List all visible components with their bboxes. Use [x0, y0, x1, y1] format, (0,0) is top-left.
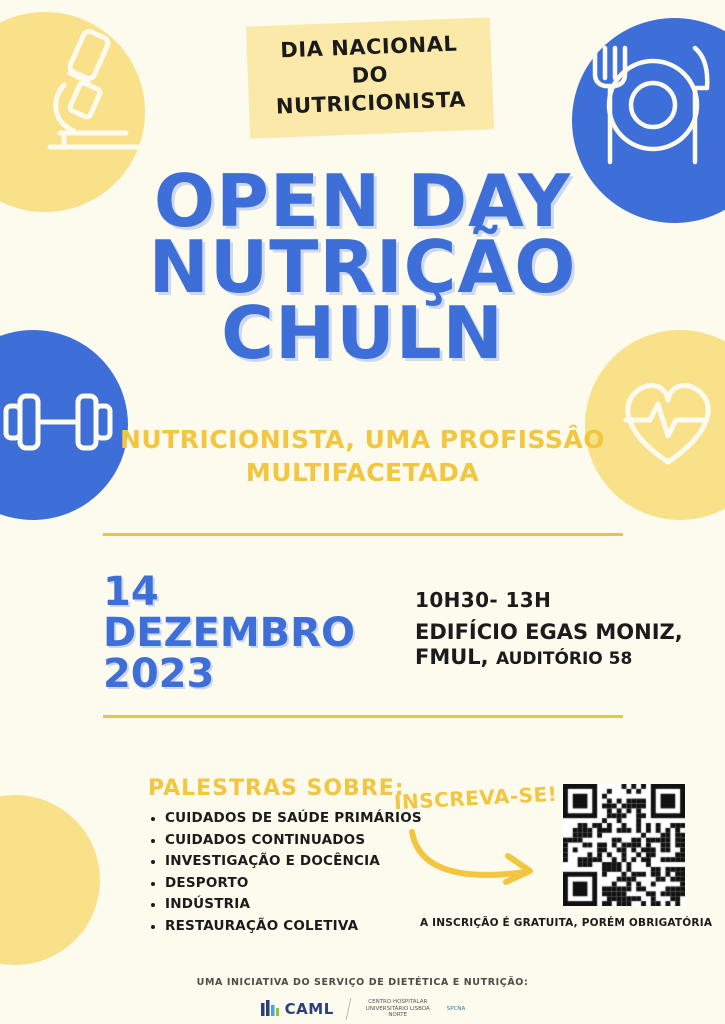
- divider-top: [103, 533, 623, 536]
- signup-label: INSCREVA-SE!: [393, 781, 558, 815]
- footer-note: UMA INICIATIVA DO SERVIÇO DE DIETÉTICA E NUTRIÇÃO:: [196, 977, 529, 988]
- qr-code[interactable]: [563, 784, 685, 906]
- event-room: AUDITÓRIO 58: [495, 649, 633, 670]
- signup-note: A INSCRIÇÃO É GRATUITA, PORÉM OBRIGATÓRIA: [420, 917, 713, 929]
- divider-bottom: [103, 715, 623, 718]
- event-building: EDIFÍCIO EGAS MONIZ,: [415, 620, 683, 644]
- subtitle-line-2: MULTIFACETADA: [245, 457, 480, 487]
- event-date-month: DEZEMBRO: [103, 609, 355, 656]
- microscope-icon: [30, 25, 155, 160]
- list-item: INVESTIGAÇÃO E DOCÊNCIA: [151, 855, 422, 877]
- event-date: [103, 569, 355, 697]
- footer-logos: [0, 998, 725, 1020]
- event-faculty: FMUL,: [415, 645, 489, 670]
- page-title: [0, 159, 725, 376]
- list-item: INDÚSTRIA: [151, 898, 422, 920]
- decorative-circle-bottom-left: [0, 795, 100, 965]
- page-subtitle: [0, 424, 725, 489]
- talks-list: [133, 812, 422, 941]
- list-item: RESTAURAÇÃO COLETIVA: [151, 920, 422, 942]
- caml-logo: [260, 999, 334, 1019]
- event-date-day: 14: [103, 569, 159, 615]
- event-tag: [246, 17, 494, 138]
- caml-logo-text: CAML: [284, 1000, 334, 1018]
- event-tag-line-1: DIA NACIONAL: [279, 31, 458, 63]
- logo-divider: [346, 998, 352, 1020]
- title-line-2: NUTRIÇÃO: [148, 225, 577, 310]
- curved-arrow-icon: [404, 826, 554, 896]
- list-item: DESPORTO: [151, 877, 422, 899]
- event-date-year: 2023: [103, 650, 215, 697]
- chip-logo-text: SPCNA: [446, 1005, 466, 1012]
- title-line-3: CHULN: [221, 291, 504, 376]
- list-item: CUIDADOS CONTINUADOS: [151, 834, 422, 856]
- plate-fork-knife-icon: [575, 30, 725, 180]
- partner-logo-text: CENTRO HOSPITALAR UNIVERSITÁRIO LISBOA NORTE: [365, 998, 430, 1019]
- event-venue: [415, 588, 683, 670]
- list-item: CUIDADOS DE SAÚDE PRIMÁRIOS: [151, 812, 422, 834]
- caml-mark-icon: [260, 999, 280, 1019]
- talks-heading: PALESTRAS SOBRE:: [148, 776, 405, 801]
- title-line-1: OPEN DAY: [153, 159, 572, 243]
- subtitle-line-1: NUTRICIONISTA, UMA PROFISSÂO: [119, 425, 605, 454]
- event-tag-line-2: DO: [351, 62, 389, 88]
- event-time: 10H30- 13H: [415, 588, 552, 612]
- event-tag-line-3: NUTRICIONISTA: [275, 87, 467, 119]
